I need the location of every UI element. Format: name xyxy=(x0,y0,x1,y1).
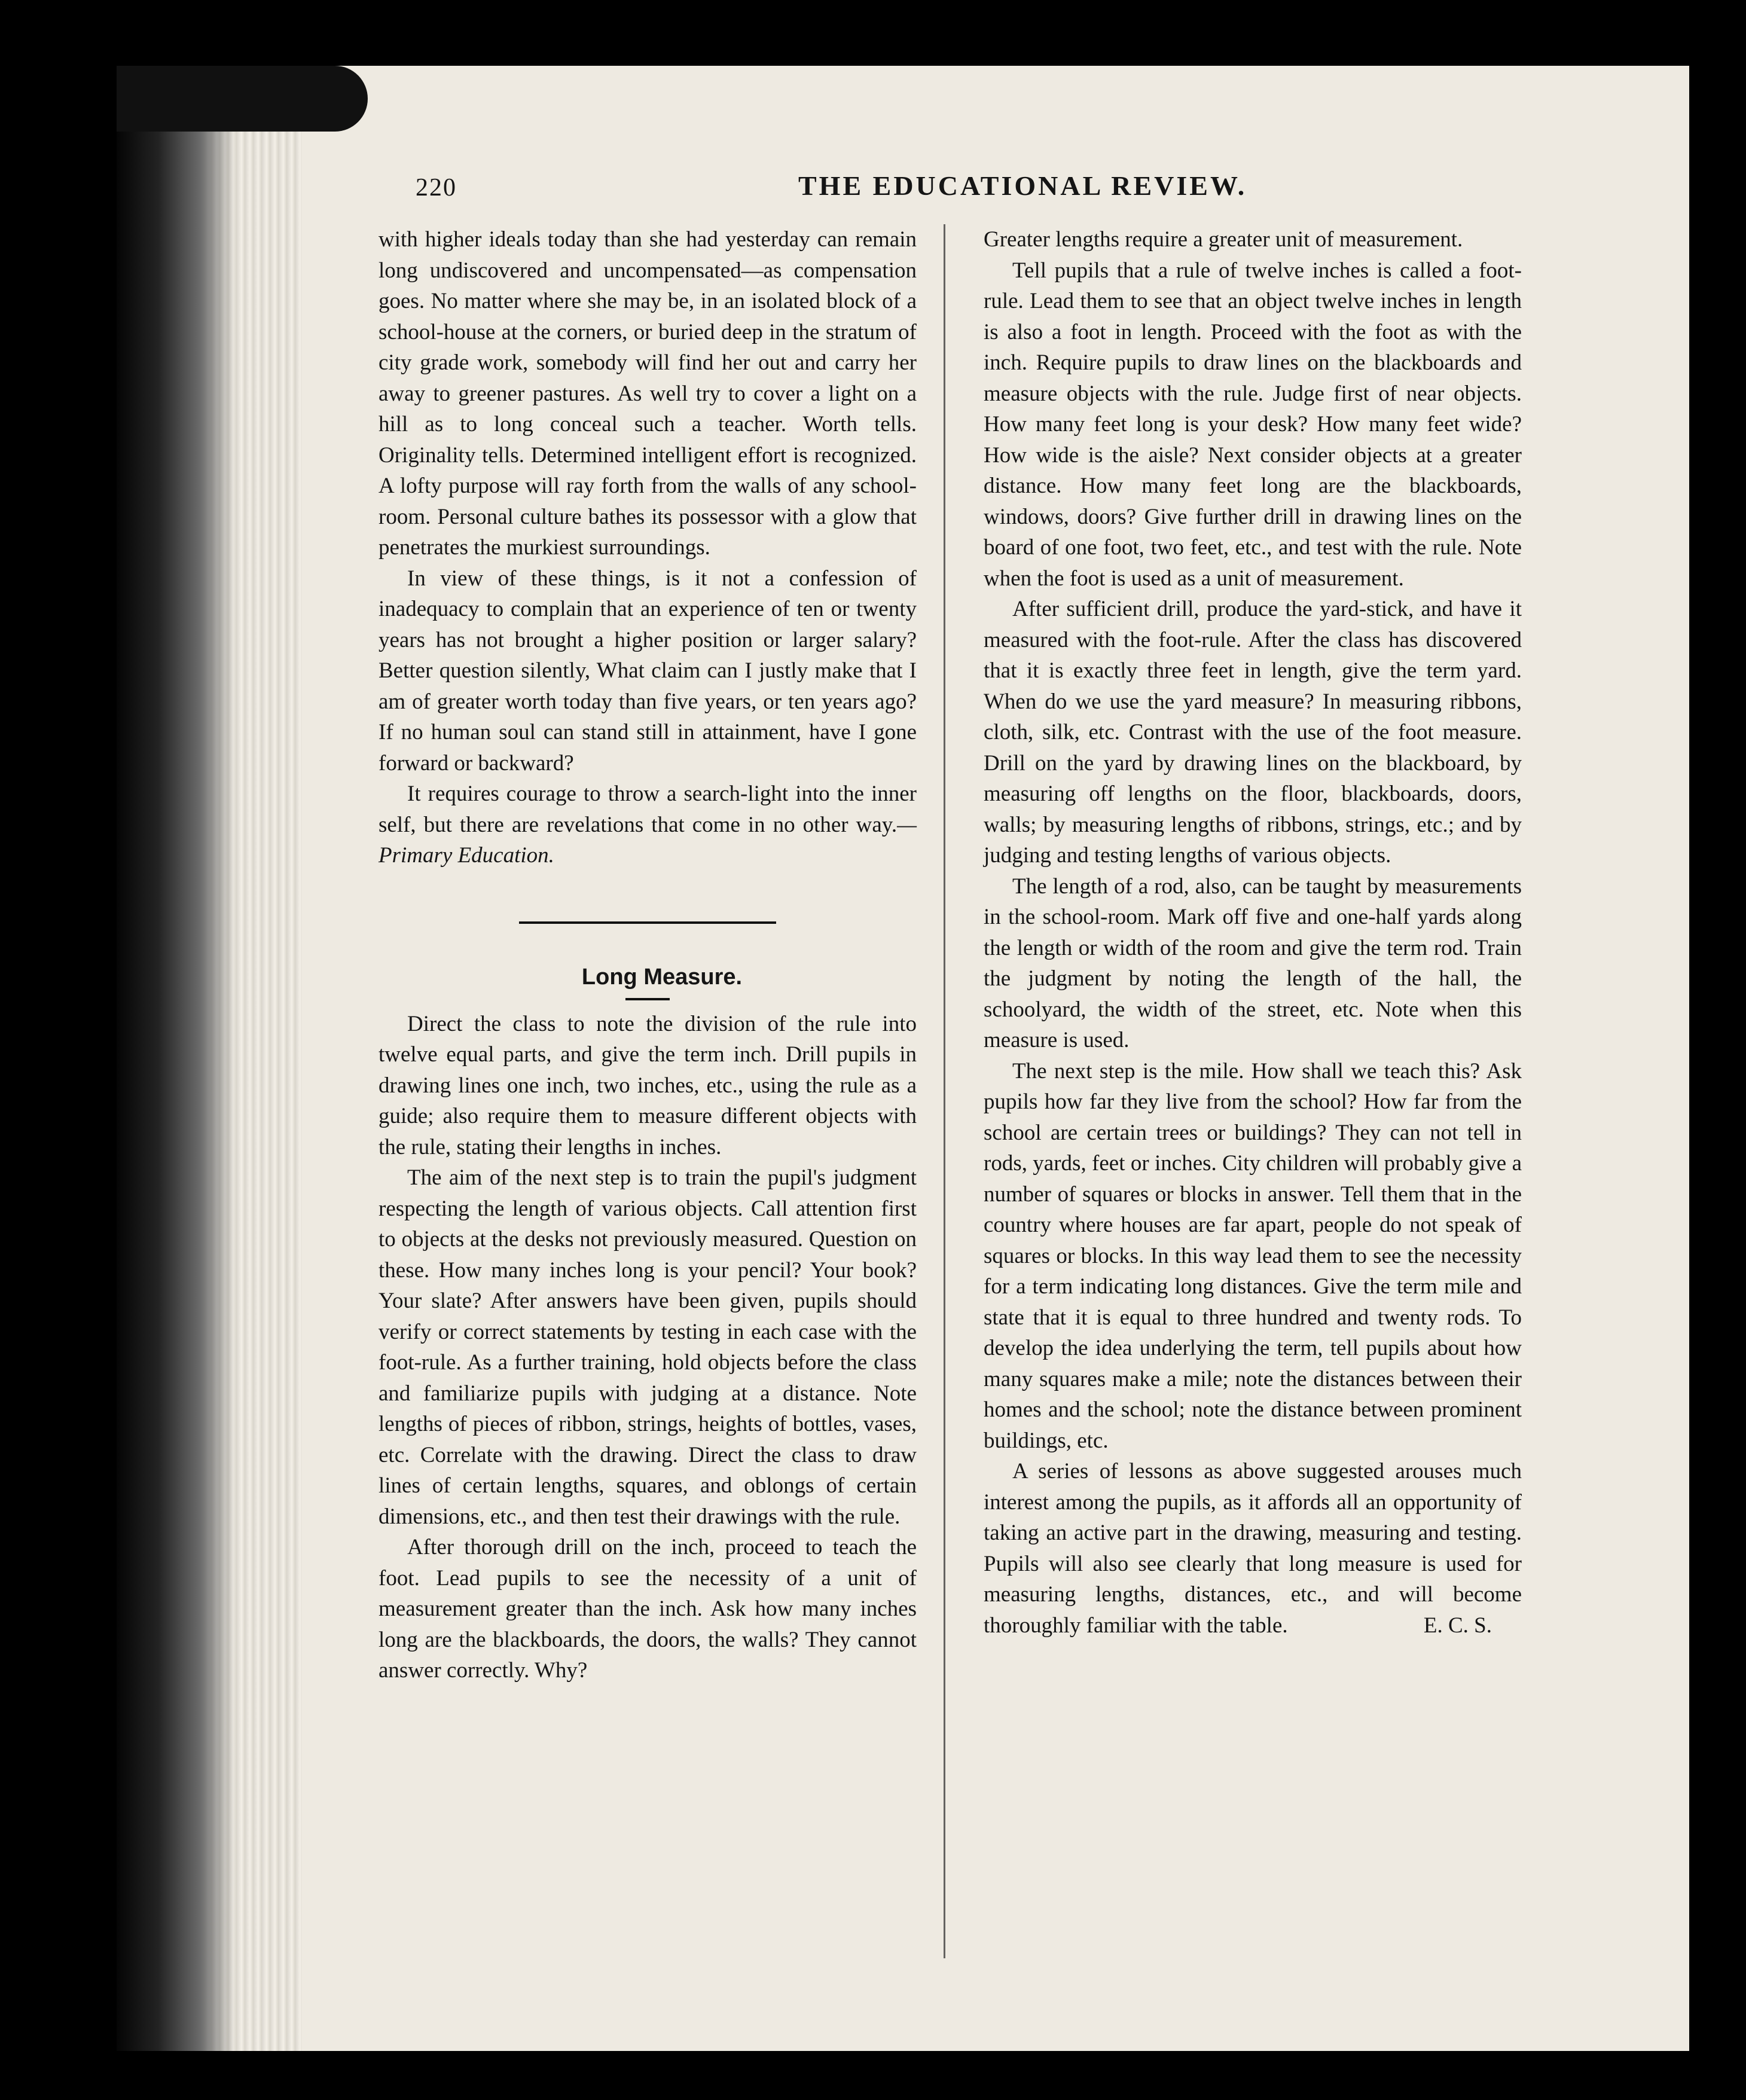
binding-clip xyxy=(117,66,368,132)
paragraph: Greater lengths require a greater unit of measurement. xyxy=(984,227,1463,252)
paragraph: The length of a rod, also, can be taught by measurements in the school-room. Mark off five and one-half yards along the length or width of the room and give the term rod. Train the judgment by noting the length of the hall, the schoolyard, the width of the street, etc. Note when this measure is used. xyxy=(984,874,1522,1052)
section-title: Long Measure. xyxy=(581,964,743,990)
right-column xyxy=(984,224,1522,1641)
paragraph: The next step is the mile. How shall we teach this? Ask pupils how far they live from the school? How far from the school are certain trees or buildings? They can not tell in rods, yards, feet or inches. City children will probably give a number of squares or blocks in answer. Tell them that in the country where houses are far apart, people do not speak of squares or blocks. In this way lead them to see the necessity for a term indicating long distances. Give the term mile and state that it is equal to three hundred and twenty rods. To develop the idea underlying the term, tell pupils about how many squares make a mile; note the distances between their homes and the school; note the distance between prominent buildings, etc. xyxy=(984,1058,1522,1453)
paragraph: Tell pupils that a rule of twelve inches is called a foot-rule. Lead them to see that an object twelve inches in length is also a foot in length. Proceed with the foot as with the inch. Require pupils to draw lines on the blackboards and measure objects with the rule. Judge first of near objects. How many feet long is your desk? How many feet wide? How wide is the aisle? Next consider objects at a greater distance. How many feet long are the blackboards, windows, doors? Give further drill in drawing lines on the board of one foot, two feet, etc., and test with the rule. Note when the foot is used as a unit of measurement. xyxy=(984,258,1522,591)
section-divider xyxy=(519,921,776,924)
paragraph: The aim of the next step is to train the pupil's judgment respecting the length of various objects. Call attention first to objects at the desks not previously measured. Question on these. How many inches long is your pencil? Your book? Your slate? After answers have been given, pupils should verify or correct statements by testing in each case with the foot-rule. As a further training, hold objects before the class and familiarize pupils with judging at a distance. Note lengths of pieces of ribbon, strings, heights of bottles, vases, etc. Correlate with the drawing. Direct the class to draw lines of certain lengths, squares, and oblongs of certain dimensions, etc., and then test their drawings with the rule. xyxy=(378,1165,917,1529)
paragraph: A series of lessons as above suggested arouses much interest among the pupils, as it affords all an opportunity of taking an active part in the drawing, measuring and testing. Pupils will also see clearly that long measure is used for measuring lengths, distances, etc., and will become thoroughly familiar with the table. xyxy=(984,1459,1522,1638)
binding-shadow xyxy=(117,66,236,2051)
author-initials: E. C. S. xyxy=(1423,1613,1492,1638)
paragraph: After thorough drill on the inch, proceed to teach the foot. Lead pupils to see the necessity of a unit of measurement greater than the inch. Ask how many inches long are the blackboards, the doors, the walls? They cannot answer correctly. Why? xyxy=(378,1535,917,1683)
source-citation: —Primary Education. xyxy=(378,812,917,868)
paragraph: In view of these things, is it not a confession of inadequacy to complain that an experience of ten or twenty years has not brought a higher position or larger salary? Better question silently, What claim can I justly make that I am of greater worth today than five years, or ten years ago? If no human soul can stand still in attainment, have I gone forward or backward? xyxy=(378,566,917,776)
running-title: THE EDUCATIONAL REVIEW. xyxy=(798,170,1247,201)
page-number: 220 xyxy=(416,174,457,202)
column-fold-line xyxy=(944,224,945,1958)
paragraph-text: It requires courage to throw a search-light into the inner self, but there are revelations that come in no other way. xyxy=(378,782,917,837)
page-header xyxy=(416,161,1348,215)
title-underline xyxy=(625,998,670,1000)
paragraph: with higher ideals today than she had yesterday can remain long undiscovered and uncompensated—as compensation goes. No matter where she may be, in an isolated block of a school-house at the corners, or buried deep in the stratum of city grade work, somebody will find her out and carry her away to greener pastures. As well try to cover a light on a hill as to long conceal such a teacher. Worth tells. Originality tells. Determined intelligent effort is recognized. A lofty purpose will ray forth from the walls of any school-room. Personal culture bathes its possessor with a glow that penetrates the murkiest surroundings. xyxy=(378,227,917,560)
paragraph: After sufficient drill, produce the yard-stick, and have it measured with the foot-rule. After the class has discovered that it is exactly three feet in length, give the term yard. When do we use the yard measure? In measuring ribbons, cloth, silk, etc. Contrast with the use of the foot measure. Drill on the yard by drawing lines on the blackboard, by measuring off lengths on the floor, blackboards, doors, walls; by measuring lengths of ribbons, strings, etc.; and by judging and testing lengths of various objects. xyxy=(984,597,1522,868)
paragraph: Direct the class to note the division of the rule into twelve equal parts, and give the term inch. Drill pupils in drawing lines one inch, two inches, etc., using the rule as a guide; also require them to measure different objects with the rule, stating their lengths in inches. xyxy=(378,1011,917,1159)
paragraph xyxy=(378,779,917,871)
left-column xyxy=(378,224,917,1686)
